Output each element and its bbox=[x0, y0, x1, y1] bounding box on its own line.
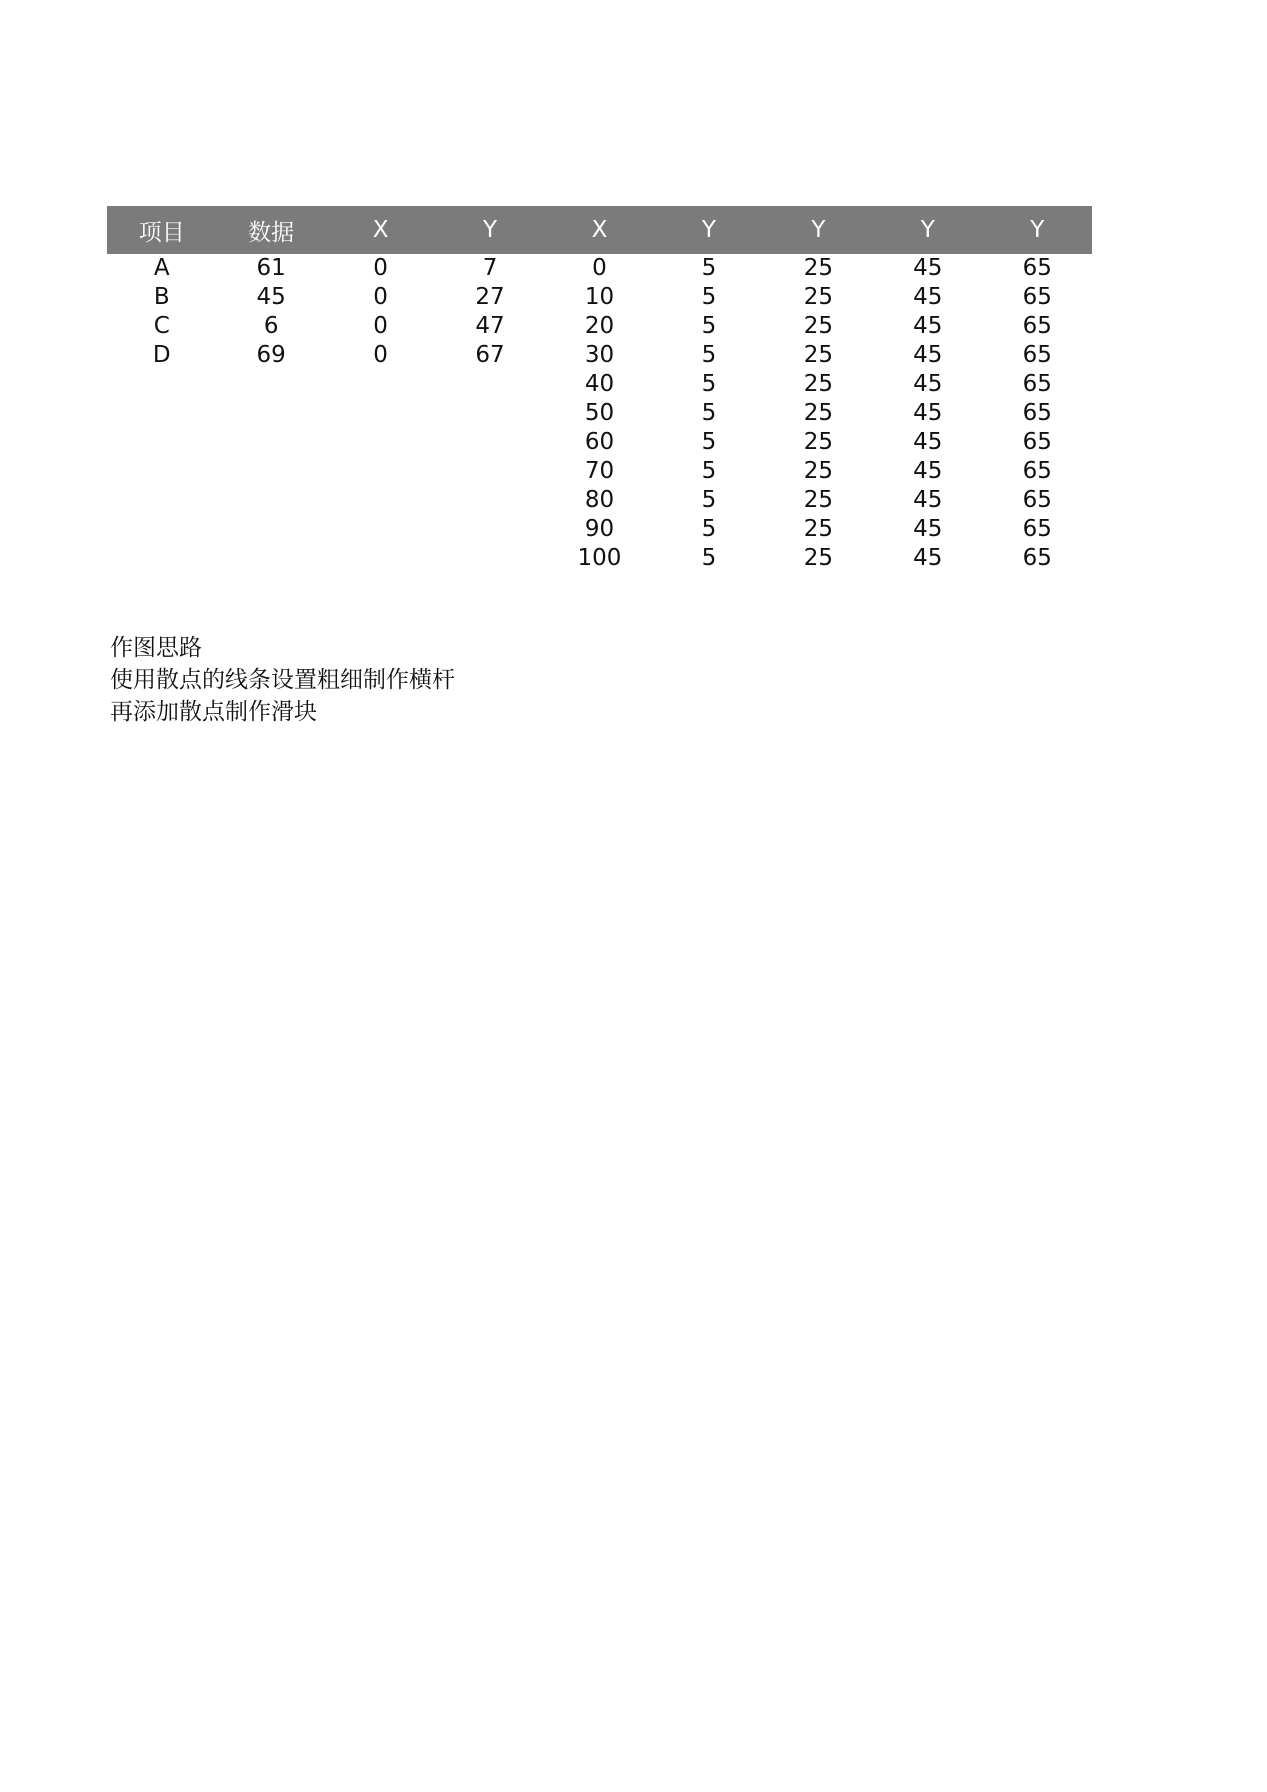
table-row bbox=[107, 515, 1092, 544]
table-cell: 5 bbox=[701, 284, 717, 310]
table-cell: B bbox=[153, 284, 170, 310]
table-cell: 65 bbox=[1022, 400, 1052, 426]
table-cell: 60 bbox=[584, 429, 615, 455]
table-cell: 30 bbox=[584, 342, 615, 368]
table-cell: 20 bbox=[584, 313, 615, 339]
table-cell bbox=[435, 370, 544, 399]
table-cell: 25 bbox=[803, 371, 833, 397]
table-cell: 65 bbox=[1022, 255, 1052, 281]
table-cell: 25 bbox=[803, 400, 833, 426]
column-header: X bbox=[372, 217, 389, 243]
table-cell: A bbox=[153, 255, 170, 281]
table-cell bbox=[107, 457, 216, 486]
table-cell: 45 bbox=[913, 371, 943, 397]
table-cell: 5 bbox=[701, 371, 717, 397]
table-cell: C bbox=[153, 313, 170, 339]
table-cell: 0 bbox=[373, 313, 388, 339]
table-cell: 45 bbox=[913, 400, 943, 426]
column-header: Y bbox=[920, 217, 935, 243]
table-cell bbox=[326, 428, 435, 457]
table-row bbox=[107, 283, 1092, 312]
table-cell bbox=[216, 399, 325, 428]
table-cell: 25 bbox=[803, 255, 833, 281]
table-cell bbox=[107, 399, 216, 428]
table-row bbox=[107, 428, 1092, 457]
table-cell: 45 bbox=[913, 255, 943, 281]
table-row bbox=[107, 399, 1092, 428]
notes-block bbox=[110, 632, 455, 728]
table-cell bbox=[435, 486, 544, 515]
notes-title: 作图思路 bbox=[110, 635, 202, 661]
table-cell bbox=[435, 515, 544, 544]
table-cell bbox=[216, 544, 325, 573]
column-header: 数据 bbox=[248, 219, 295, 246]
table-cell: 25 bbox=[803, 284, 833, 310]
data-table bbox=[107, 206, 1092, 573]
table-cell bbox=[107, 428, 216, 457]
table-cell: 65 bbox=[1022, 516, 1052, 542]
header-row bbox=[107, 206, 1092, 254]
table-cell: 5 bbox=[701, 400, 717, 426]
table-cell bbox=[435, 457, 544, 486]
table-cell: 25 bbox=[803, 545, 833, 571]
table-cell bbox=[326, 515, 435, 544]
table-row bbox=[107, 544, 1092, 573]
table-row bbox=[107, 254, 1092, 283]
table-cell: 40 bbox=[584, 371, 615, 397]
table-cell bbox=[216, 428, 325, 457]
table-cell: 25 bbox=[803, 458, 833, 484]
table-cell: 0 bbox=[373, 255, 388, 281]
table-cell: 90 bbox=[584, 516, 615, 542]
table-cell bbox=[326, 399, 435, 428]
table-cell: 65 bbox=[1022, 313, 1052, 339]
table-cell bbox=[216, 370, 325, 399]
table-cell: 45 bbox=[256, 284, 286, 310]
table-header bbox=[107, 206, 1092, 254]
table-cell: 5 bbox=[701, 342, 717, 368]
table-cell: 5 bbox=[701, 255, 717, 281]
table-cell bbox=[216, 515, 325, 544]
table-cell bbox=[216, 457, 325, 486]
table-cell bbox=[326, 370, 435, 399]
notes-line: 再添加散点制作滑块 bbox=[110, 699, 317, 725]
table-cell: 69 bbox=[256, 342, 286, 368]
notes-line: 使用散点的线条设置粗细制作横杆 bbox=[110, 667, 455, 693]
table-cell: 25 bbox=[803, 516, 833, 542]
table-cell: 61 bbox=[256, 255, 286, 281]
table-row bbox=[107, 486, 1092, 515]
table-cell: 5 bbox=[701, 458, 717, 484]
table-cell: 65 bbox=[1022, 458, 1052, 484]
table-cell: 7 bbox=[482, 255, 498, 281]
table-cell bbox=[107, 370, 216, 399]
table-row bbox=[107, 457, 1092, 486]
table-cell bbox=[107, 544, 216, 573]
table-cell: 80 bbox=[584, 487, 615, 513]
table-cell bbox=[107, 486, 216, 515]
table-cell: 5 bbox=[701, 313, 717, 339]
table-cell bbox=[435, 399, 544, 428]
table-cell: 65 bbox=[1022, 545, 1052, 571]
table-cell: 5 bbox=[701, 516, 717, 542]
table-cell: 25 bbox=[803, 313, 833, 339]
table-cell: 65 bbox=[1022, 342, 1052, 368]
table-cell: 27 bbox=[475, 284, 505, 310]
table-cell bbox=[435, 428, 544, 457]
spreadsheet-area bbox=[107, 206, 1092, 573]
table-cell: 45 bbox=[913, 458, 943, 484]
table-cell: 0 bbox=[373, 342, 388, 368]
table-cell: 100 bbox=[577, 545, 622, 571]
table-row bbox=[107, 341, 1092, 370]
table-cell: 5 bbox=[701, 545, 717, 571]
table-cell: 45 bbox=[913, 516, 943, 542]
table-cell: 25 bbox=[803, 487, 833, 513]
table-cell: 47 bbox=[475, 313, 505, 339]
table-cell: 65 bbox=[1022, 371, 1052, 397]
table-cell: 0 bbox=[373, 284, 388, 310]
column-header: Y bbox=[701, 217, 716, 243]
table-cell: D bbox=[152, 342, 171, 368]
table-cell bbox=[435, 544, 544, 573]
table-cell: 45 bbox=[913, 313, 943, 339]
table-cell: 50 bbox=[584, 400, 615, 426]
table-cell: 10 bbox=[584, 284, 615, 310]
table-cell: 45 bbox=[913, 342, 943, 368]
column-header: 项目 bbox=[138, 219, 185, 246]
table-cell: 0 bbox=[592, 255, 607, 281]
table-cell bbox=[216, 486, 325, 515]
table-cell: 45 bbox=[913, 487, 943, 513]
table-cell: 65 bbox=[1022, 284, 1052, 310]
table-row bbox=[107, 370, 1092, 399]
table-cell: 25 bbox=[803, 429, 833, 455]
table-cell: 5 bbox=[701, 429, 717, 455]
table-cell bbox=[326, 486, 435, 515]
column-header: Y bbox=[1030, 217, 1045, 243]
table-cell bbox=[326, 457, 435, 486]
table-cell: 6 bbox=[263, 313, 279, 339]
table-cell: 25 bbox=[803, 342, 833, 368]
table-cell bbox=[107, 515, 216, 544]
table-cell: 67 bbox=[475, 342, 505, 368]
table-body bbox=[107, 254, 1092, 573]
column-header: X bbox=[591, 217, 608, 243]
table-cell: 45 bbox=[913, 284, 943, 310]
column-header: Y bbox=[483, 217, 498, 243]
table-cell: 5 bbox=[701, 487, 717, 513]
table-cell bbox=[326, 544, 435, 573]
table-row bbox=[107, 312, 1092, 341]
table-cell: 45 bbox=[913, 545, 943, 571]
column-header: Y bbox=[811, 217, 826, 243]
table-cell: 70 bbox=[584, 458, 615, 484]
table-cell: 65 bbox=[1022, 487, 1052, 513]
table-cell: 65 bbox=[1022, 429, 1052, 455]
table-cell: 45 bbox=[913, 429, 943, 455]
